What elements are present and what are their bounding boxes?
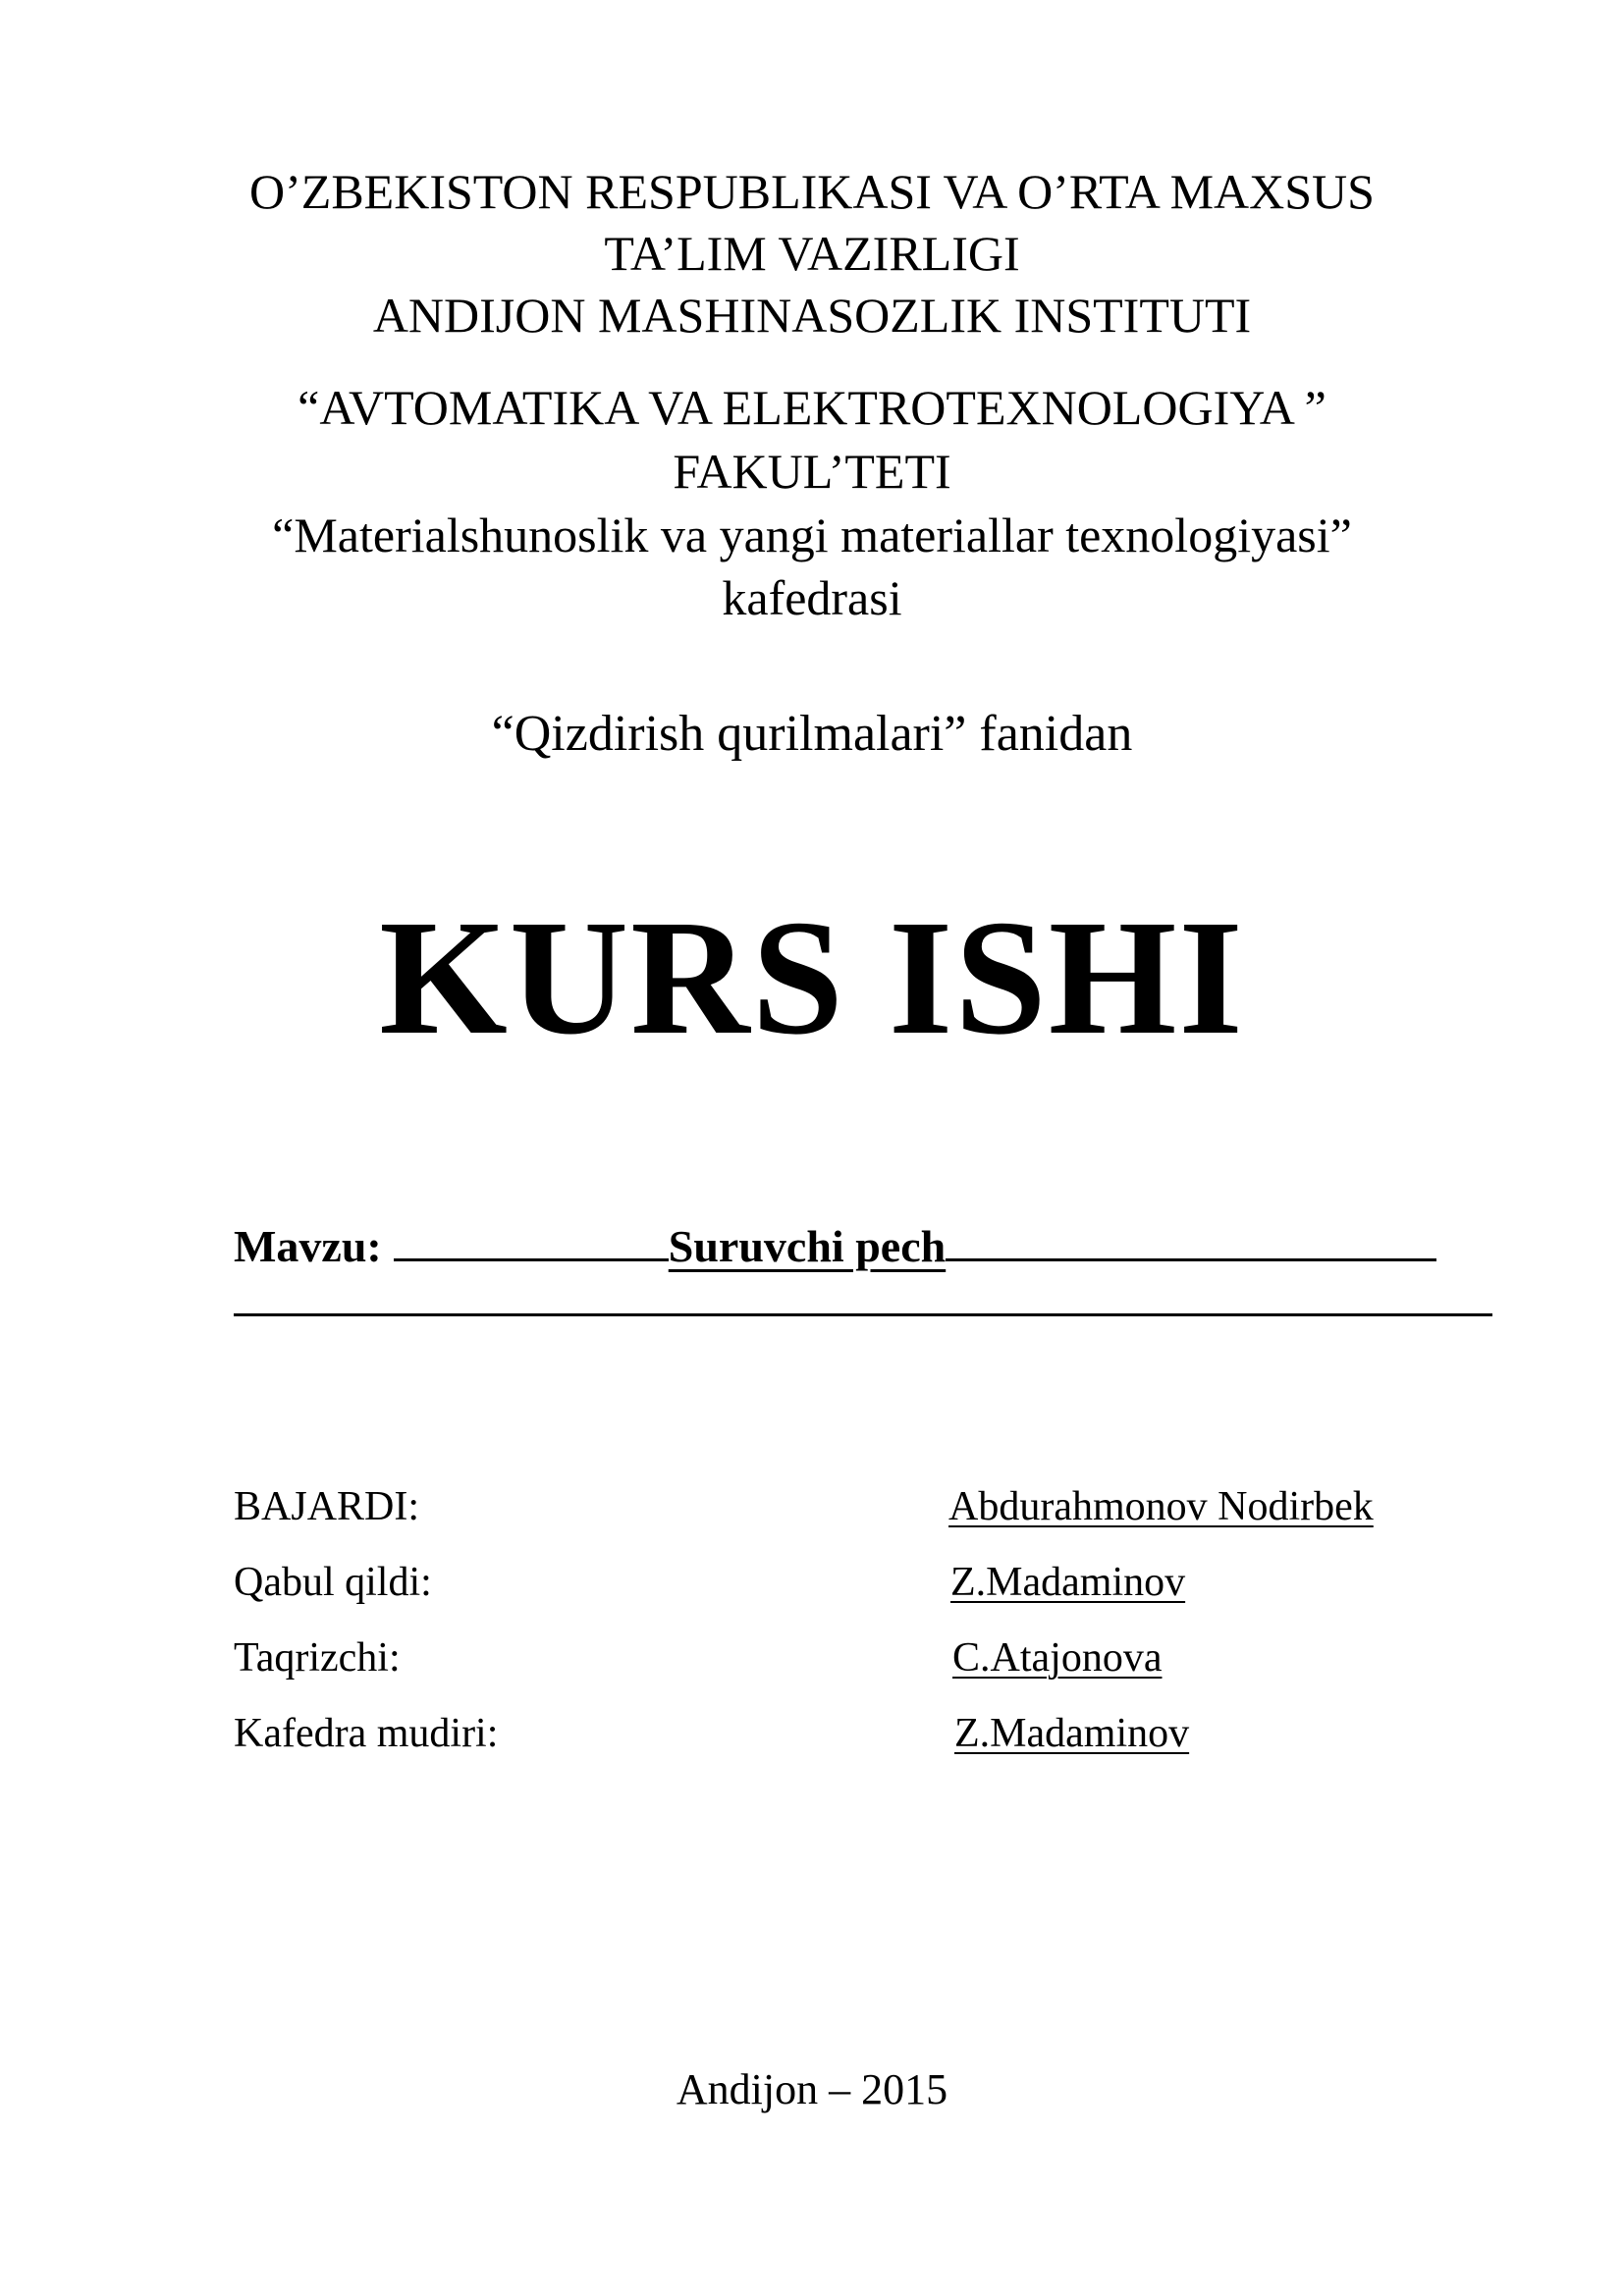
department-line-2: kafedrasi <box>722 570 902 625</box>
topic-row <box>234 1217 1436 1269</box>
signature-value-accepted-by: Z.Madaminov <box>950 1560 1186 1605</box>
subject-line: “Qizdirish qurilmalari” fanidan <box>491 706 1133 762</box>
signature-value-department-head: Z.Madaminov <box>954 1711 1190 1756</box>
signature-label-accepted-by: Qabul qildi: <box>234 1560 432 1605</box>
ministry-line-2: TA’LIM VAZIRLIGI <box>604 226 1020 281</box>
ministry-line-1: O’ZBEKISTON RESPUBLIKASI VA O’RTA MAXSUS <box>249 164 1375 219</box>
place-and-year: Andijon – 2015 <box>676 2065 948 2113</box>
faculty-line-1: “AVTOMATIKA VA ELEKTROTEXNOLOGIYA ” <box>298 380 1326 435</box>
topic-label: Mavzu: <box>234 1221 382 1271</box>
signature-value-reviewer: C.Atajonova <box>952 1635 1163 1681</box>
signature-label-reviewer: Taqrizchi: <box>234 1635 401 1681</box>
department-line-1: “Materialshunoslik va yangi materiallar texnologiyasi” <box>272 507 1352 562</box>
signature-label-department-head: Kafedra mudiri: <box>234 1711 499 1756</box>
topic-value: Suruvchi pech <box>668 1221 947 1271</box>
signature-label-performed-by: BAJARDI: <box>234 1484 420 1529</box>
topic-continuation-line <box>234 1313 1492 1316</box>
document-title: KURS ISHI <box>379 886 1245 1069</box>
faculty-line-2: FAKUL’TETI <box>673 444 951 499</box>
topic-blank-left <box>394 1217 669 1261</box>
signature-value-performed-by: Abdurahmonov Nodirbek <box>948 1484 1374 1529</box>
topic-blank-right <box>946 1217 1436 1261</box>
institute-name: ANDIJON MASHINASOZLIK INSTITUTI <box>372 288 1252 343</box>
